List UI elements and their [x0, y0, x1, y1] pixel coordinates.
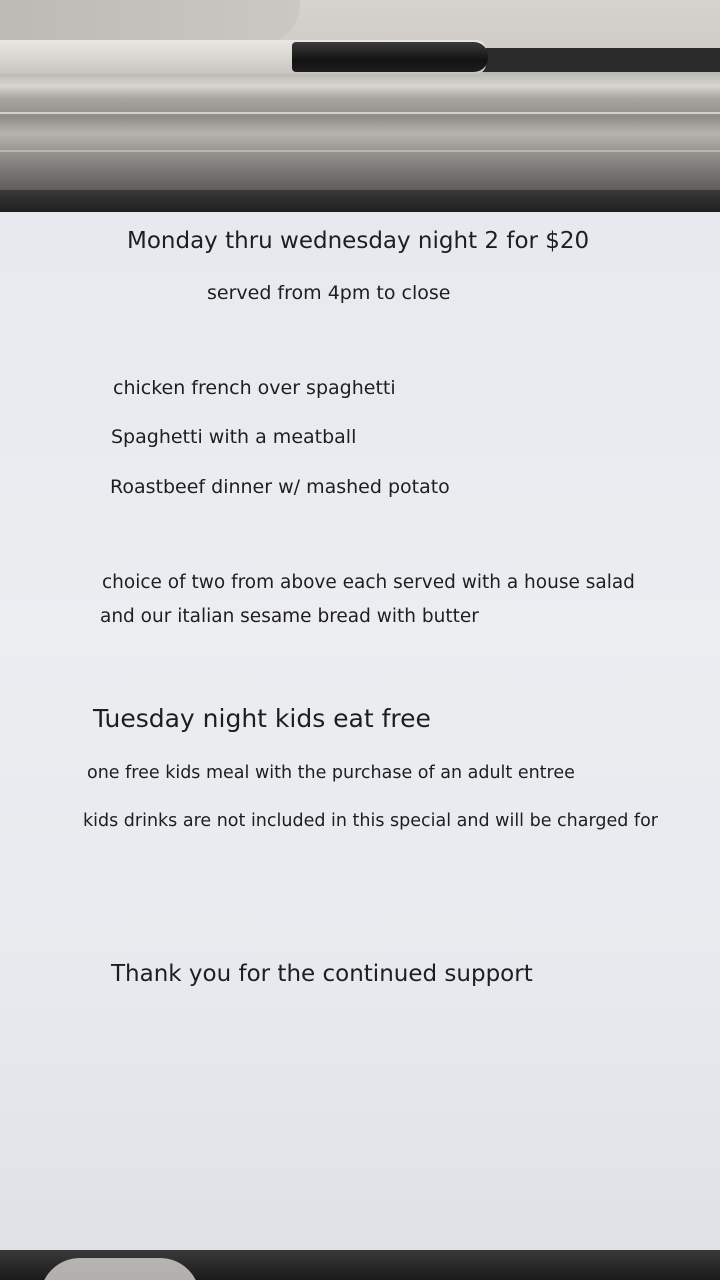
rail-highlight-lower — [0, 150, 720, 152]
sign-title: Monday thru wednesday night 2 for $20 — [127, 228, 590, 254]
marker-cap — [292, 42, 488, 72]
tuesday-heading: Tuesday night kids eat free — [93, 704, 431, 733]
menu-item: Spaghetti with a meatball — [111, 426, 357, 448]
kids-line: one free kids meal with the purchase of an adult entree — [87, 763, 575, 783]
choice-line: choice of two from above each served with a house salad — [102, 572, 635, 593]
thank-you-line: Thank you for the continued support — [111, 961, 533, 987]
menu-item: chicken french over spaghetti — [113, 377, 396, 399]
wall-shadow — [0, 0, 300, 44]
whiteboard-rail — [0, 72, 720, 190]
menu-item: Roastbeef dinner w/ mashed potato — [110, 476, 450, 498]
served-hours: served from 4pm to close — [207, 282, 451, 304]
choice-line: and our italian sesame bread with butter — [100, 606, 479, 627]
rail-highlight — [0, 112, 720, 114]
kids-line: kids drinks are not included in this special and will be charged for — [83, 811, 658, 831]
bottom-object — [40, 1258, 200, 1280]
